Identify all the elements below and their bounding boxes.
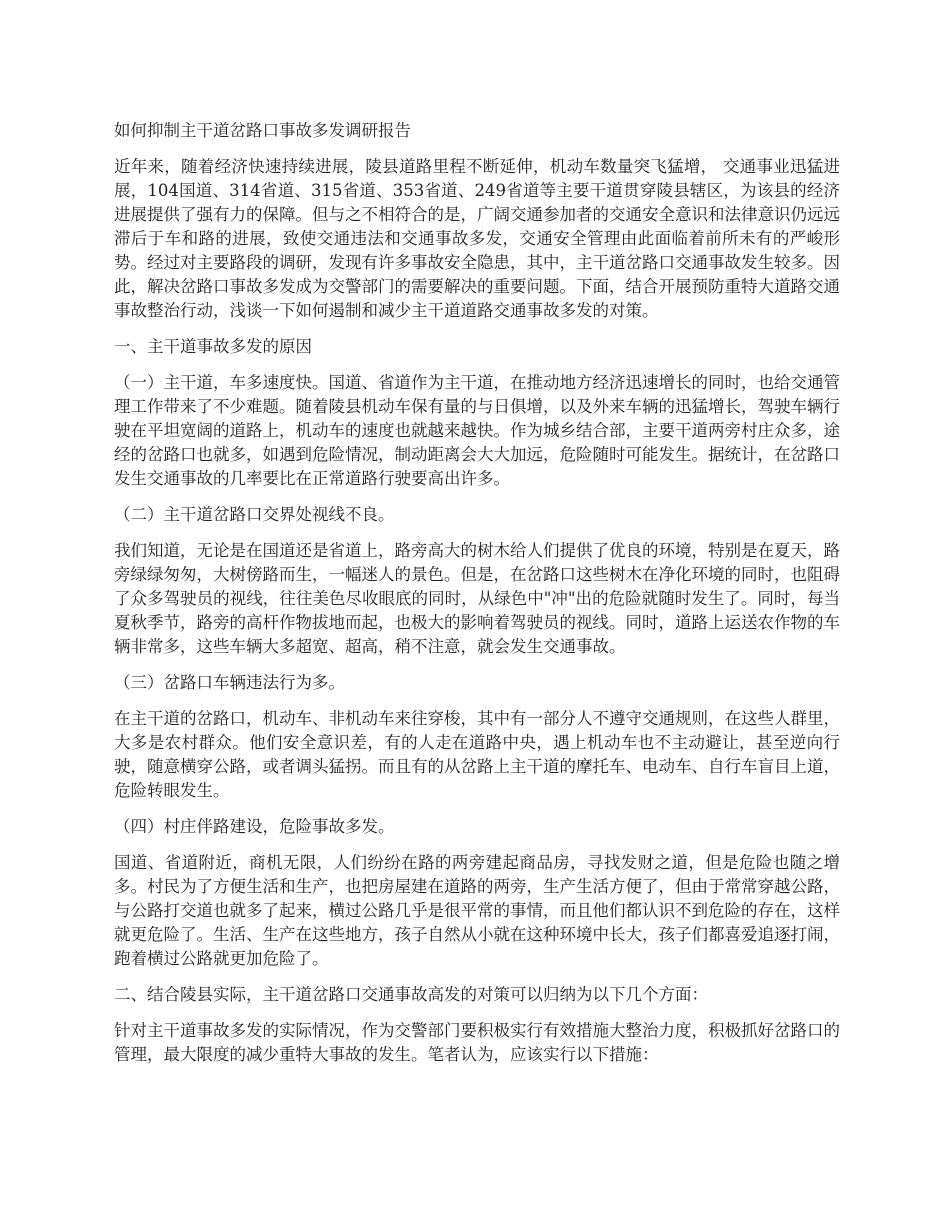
- cause-3-paragraph: 在主干道的岔路口，机动车、非机动车来往穿梭，其中有一部分人不遵守交通规则，在这些人群里，大多是农村群众。他们安全意识差，有的人走在道路中央，遇上机动车也不主动避让，甚至逆向行驶，随意横穿公路，或者调头猛拐。而且有的从岔路上主干道的摩托车、电动车、自行车盲目上道，危险转眼发生。: [114, 709, 840, 800]
- document-page: [114, 119, 840, 1079]
- cause-4-heading: （四）村庄伴路建设，危险事故多发。: [114, 817, 395, 836]
- intro-paragraph: 近年来，随着经济快速持续进展，陵县道路里程不断延伸，机动车数量突飞猛增， 交通事业迅猛进展，104国道、314省道、315省道、353省道、249省道等主要干道贯穿陵县辖区，为该县的经济进展提供了强有力的保障。但与之不相符合的是，广阔交通参加者的交通安全意识和法律意识仍远远滞后于车和路的进展，致使交通违法和交通事故多发，交通安全管理由此面临着前所未有的严峻形势。经过对主要路段的调研，发现有许多事故安全隐患，其中，主干道岔路口交通事故发生较多。因此，解决岔路口事故多发成为交警部门的需要解决的重要问题。下面，结合开展预防重特大道路交通事故整治行动，浅谈一下如何遏制和减少主干道道路交通事故多发的对策。: [114, 157, 840, 320]
- cause-2-paragraph: 我们知道，无论是在国道还是省道上，路旁高大的树木给人们提供了优良的环境，特别是在夏天，路旁绿绿匆匆，大树傍路而生，一幅迷人的景色。但是，在岔路口这些树木在净化环境的同时，也阻碍了众多驾驶员的视线，往往美色尽收眼底的同时，从绿色中"冲"出的危险就随时发生了。同时，每当夏秋季节，路旁的高杆作物拔地而起，也极大的影响着驾驶员的视线。同时，道路上运送农作物的车辆非常多，这些车辆大多超宽、超高，稍不注意，就会发生交通事故。: [114, 541, 840, 656]
- countermeasures-paragraph: 针对主干道事故多发的实际情况，作为交警部门要积极实行有效措施大整治力度，积极抓好岔路口的管理，最大限度的减少重特大事故的发生。笔者认为，应该实行以下措施：: [114, 1021, 840, 1064]
- cause-2-heading: （二）主干道岔路口交界处视线不良。: [114, 505, 395, 524]
- section-heading-causes: 一、主干道事故多发的原因: [114, 337, 312, 356]
- section-heading-countermeasures: 二、结合陵县实际，主干道岔路口交通事故高发的对策可以归纳为以下几个方面：: [114, 985, 708, 1004]
- document-title: 如何抑制主干道岔路口事故多发调研报告: [114, 121, 411, 140]
- cause-1-paragraph: （一）主干道，车多速度快。国道、省道作为主干道，在推动地方经济迅速增长的同时，也给交通管理工作带来了不少难题。随着陵县机动车保有量的与日俱增，以及外来车辆的迅猛增长，驾驶车辆行驶在平坦宽阔的道路上，机动车的速度也就越来越快。作为城乡结合部，主要干道两旁村庄众多，途经的岔路口也就多，如遇到危险情况，制动距离会大大加远，危险随时可能发生。据统计，在岔路口发生交通事故的几率要比在正常道路行驶要高出许多。: [114, 373, 840, 488]
- cause-3-heading: （三）岔路口车辆违法行为多。: [114, 673, 345, 692]
- cause-4-paragraph: 国道、省道附近，商机无限，人们纷纷在路的两旁建起商品房，寻找发财之道，但是危险也随之增多。村民为了方便生活和生产，也把房屋建在道路的两旁，生产生活方便了，但由于常常穿越公路，与公路打交道也就多了起来，横过公路几乎是很平常的事情，而且他们都认识不到危险的存在，这样就更危险了。生活、生产在这些地方，孩子自然从小就在这种环境中长大，孩子们都喜爱追逐打闹，跑着横过公路就更加危险了。: [114, 853, 840, 968]
